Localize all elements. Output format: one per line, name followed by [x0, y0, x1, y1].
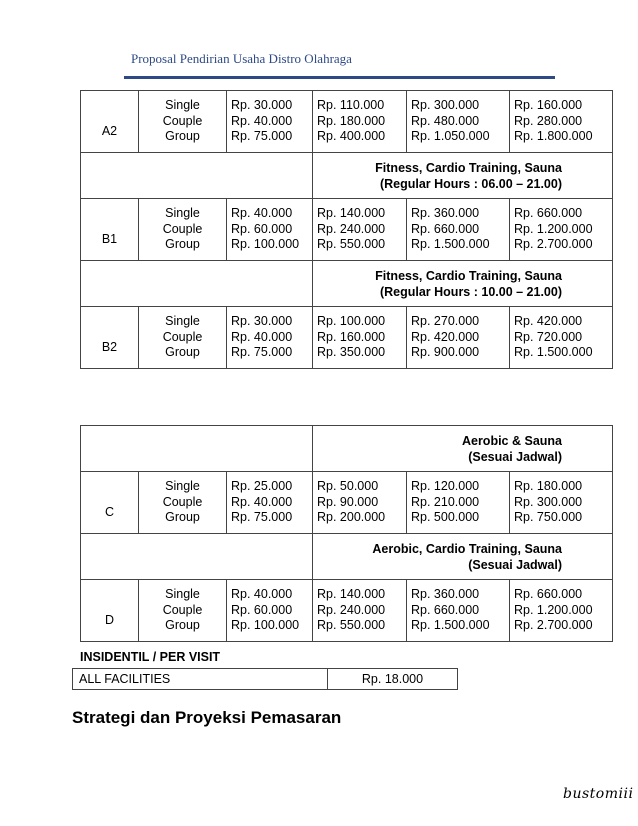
price-cell-c3: [313, 199, 407, 261]
price-cell-c5: [510, 199, 613, 261]
membership-type: Group: [165, 345, 200, 360]
incidental-label: INSIDENTIL / PER VISIT: [80, 650, 221, 664]
author-signature: bustomiii: [563, 786, 634, 802]
membership-type: Couple: [162, 329, 203, 344]
membership-type: Couple: [162, 113, 203, 128]
package-code: D: [81, 580, 139, 642]
price-value: Rp. 1.500.000: [411, 618, 490, 633]
package-code: B1: [81, 199, 139, 261]
price-value: Rp. 100.000: [317, 313, 386, 328]
facility-name: Fitness, Cardio Training, Sauna: [375, 160, 562, 175]
price-cell-c4: [407, 472, 510, 534]
membership-types: [139, 91, 227, 153]
membership-price-table-1: [80, 90, 613, 369]
table-row: [81, 307, 613, 369]
table-row: [81, 199, 613, 261]
table-row: [81, 426, 613, 472]
facility-name: Aerobic, Cardio Training, Sauna: [372, 541, 562, 556]
price-value: Rp. 50.000: [317, 478, 379, 493]
price-value: Rp. 25.000: [231, 478, 293, 493]
price-value: Rp. 660.000: [411, 602, 480, 617]
price-value: Rp. 90.000: [317, 494, 379, 509]
section-title: Strategi dan Proyeksi Pemasaran: [72, 708, 342, 727]
price-cell-c4: [407, 91, 510, 153]
table-row: [81, 472, 613, 534]
price-value: Rp. 660.000: [514, 586, 583, 601]
price-value: Rp. 160.000: [514, 97, 583, 112]
price-cell-c2: [227, 91, 313, 153]
membership-types: [139, 472, 227, 534]
table-row: [81, 91, 613, 153]
price-value: Rp. 120.000: [411, 478, 480, 493]
price-value: Rp. 750.000: [514, 510, 583, 525]
price-value: Rp. 40.000: [231, 205, 293, 220]
price-cell-c5: [510, 580, 613, 642]
price-value: Rp. 100.000: [231, 237, 300, 252]
price-value: Rp. 210.000: [411, 494, 480, 509]
empty-cell: [81, 261, 313, 307]
price-value: Rp. 360.000: [411, 205, 480, 220]
price-value: Rp. 200.000: [317, 510, 386, 525]
price-value: Rp. 500.000: [411, 510, 480, 525]
table-row: [73, 669, 458, 690]
price-cell-c2: [227, 199, 313, 261]
membership-type: Single: [165, 97, 200, 112]
price-value: Rp. 1.200.000: [514, 602, 593, 617]
membership-type: Group: [165, 618, 200, 633]
page-header-title: Proposal Pendirian Usaha Distro Olahraga: [131, 51, 352, 66]
facility-name: Aerobic & Sauna: [461, 433, 562, 448]
price-cell-c5: [510, 307, 613, 369]
membership-type: Couple: [162, 494, 203, 509]
empty-cell: [81, 534, 313, 580]
price-value: Rp. 360.000: [411, 586, 480, 601]
price-value: Rp. 1.800.000: [514, 129, 593, 144]
price-value: Rp. 300.000: [514, 494, 583, 509]
price-value: Rp. 110.000: [317, 97, 385, 112]
price-value: Rp. 240.000: [317, 221, 386, 236]
price-value: Rp. 1.500.000: [411, 237, 490, 252]
price-cell-c3: [313, 307, 407, 369]
price-value: Rp. 300.000: [411, 97, 480, 112]
price-value: Rp. 140.000: [317, 205, 386, 220]
price-value: Rp. 900.000: [411, 345, 480, 360]
price-cell-c3: [313, 91, 407, 153]
price-value: Rp. 420.000: [514, 313, 583, 328]
price-cell-c4: [407, 307, 510, 369]
membership-type: Couple: [162, 221, 203, 236]
empty-cell: [81, 426, 313, 472]
price-cell-c4: [407, 199, 510, 261]
table-row: [81, 580, 613, 642]
price-value: Rp. 180.000: [514, 478, 583, 493]
membership-type: Couple: [162, 602, 203, 617]
price-value: Rp. 280.000: [514, 113, 583, 128]
facility-cell: [313, 534, 613, 580]
membership-type: Single: [165, 586, 200, 601]
price-value: Rp. 40.000: [231, 113, 293, 128]
price-value: Rp. 40.000: [231, 329, 293, 344]
price-value: Rp. 40.000: [231, 586, 293, 601]
header-divider: [124, 76, 555, 79]
facility-name: Fitness, Cardio Training, Sauna: [375, 268, 562, 283]
price-value: Rp. 2.700.000: [514, 237, 593, 252]
price-value: Rp. 270.000: [411, 313, 480, 328]
price-value: Rp. 100.000: [231, 618, 300, 633]
price-cell-c2: [227, 472, 313, 534]
price-value: Rp. 1.500.000: [514, 345, 593, 360]
membership-type: Group: [165, 510, 200, 525]
price-cell-c3: [313, 580, 407, 642]
price-cell-c3: [313, 472, 407, 534]
price-value: Rp. 2.700.000: [514, 618, 593, 633]
price-cell-c5: [510, 91, 613, 153]
membership-types: [139, 307, 227, 369]
membership-price-table-2: [80, 425, 613, 642]
price-value: Rp. 30.000: [231, 97, 293, 112]
empty-cell: [81, 153, 313, 199]
price-value: Rp. 180.000: [317, 113, 386, 128]
price-value: Rp. 1.200.000: [514, 221, 593, 236]
facility-hours: (Sesuai Jadwal): [468, 557, 562, 572]
membership-type: Single: [165, 205, 200, 220]
price-value: Rp. 240.000: [317, 602, 386, 617]
price-value: Rp. 420.000: [411, 329, 480, 344]
facility-hours: (Sesuai Jadwal): [468, 449, 562, 464]
price-cell-c2: [227, 580, 313, 642]
membership-types: [139, 199, 227, 261]
price-value: Rp. 1.050.000: [411, 129, 490, 144]
table-row: [81, 153, 613, 199]
table-row: [81, 534, 613, 580]
incidental-price: Rp. 18.000: [328, 669, 458, 690]
package-code: C: [81, 472, 139, 534]
price-value: Rp. 480.000: [411, 113, 480, 128]
price-cell-c2: [227, 307, 313, 369]
price-value: Rp. 75.000: [231, 510, 293, 525]
facility-cell: [313, 426, 613, 472]
membership-type: Group: [165, 129, 200, 144]
price-value: Rp. 140.000: [317, 586, 386, 601]
price-value: Rp. 60.000: [231, 602, 293, 617]
price-cell-c4: [407, 580, 510, 642]
facility-cell: [313, 153, 613, 199]
membership-types: [139, 580, 227, 642]
price-value: Rp. 660.000: [411, 221, 480, 236]
package-code: B2: [81, 307, 139, 369]
price-value: Rp. 75.000: [231, 345, 293, 360]
membership-type: Single: [165, 313, 200, 328]
price-value: Rp. 550.000: [317, 237, 386, 252]
membership-type: Group: [165, 237, 200, 252]
price-value: Rp. 30.000: [231, 313, 293, 328]
price-value: Rp. 350.000: [317, 345, 386, 360]
price-value: Rp. 75.000: [231, 129, 293, 144]
price-value: Rp. 160.000: [317, 329, 386, 344]
package-code: A2: [81, 91, 139, 153]
facility-hours: (Regular Hours : 10.00 – 21.00): [379, 284, 562, 299]
price-value: Rp. 60.000: [231, 221, 293, 236]
facility-cell: [313, 261, 613, 307]
table-row: [81, 261, 613, 307]
incidental-table: [72, 668, 458, 690]
price-value: Rp. 660.000: [514, 205, 583, 220]
price-value: Rp. 400.000: [317, 129, 386, 144]
price-value: Rp. 550.000: [317, 618, 386, 633]
price-value: Rp. 720.000: [514, 329, 583, 344]
incidental-item: ALL FACILITIES: [73, 669, 328, 690]
membership-type: Single: [165, 478, 200, 493]
price-cell-c5: [510, 472, 613, 534]
facility-hours: (Regular Hours : 06.00 – 21.00): [379, 176, 562, 191]
price-value: Rp. 40.000: [231, 494, 293, 509]
